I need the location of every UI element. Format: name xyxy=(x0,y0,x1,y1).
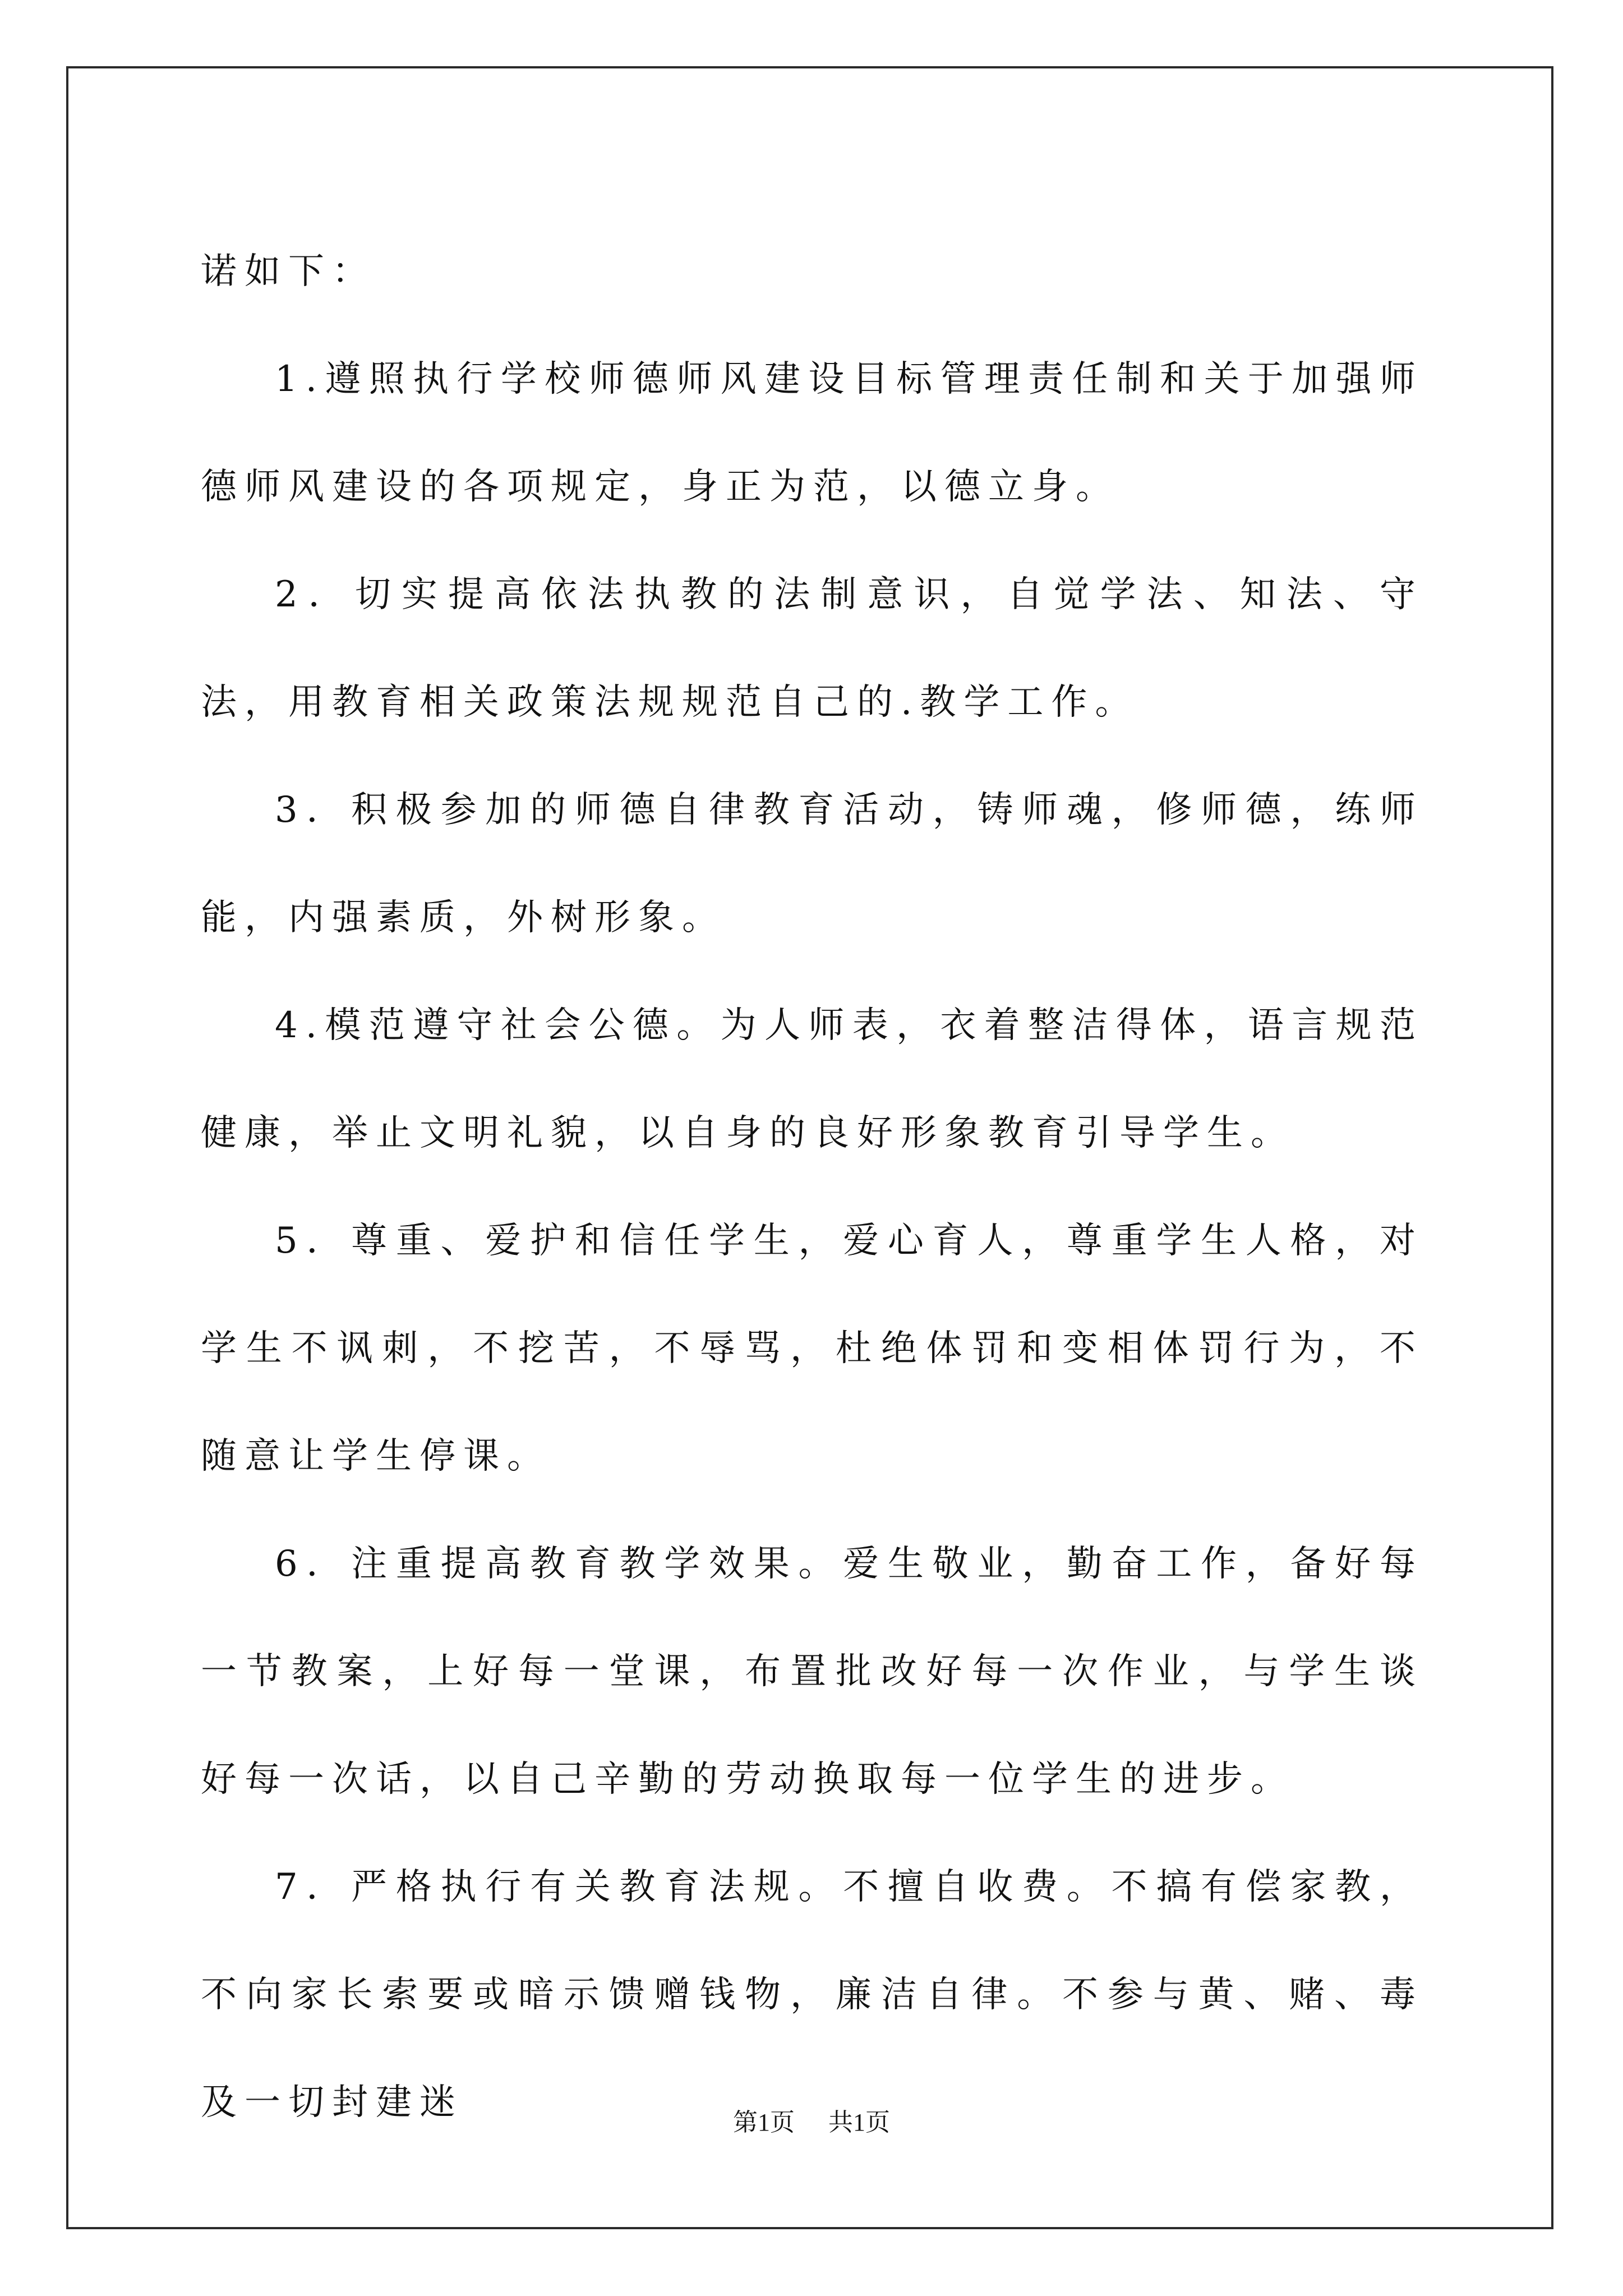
document-body xyxy=(201,218,1423,2156)
paragraph-item-3: 3．积极参加的师德自律教育活动，铸师魂，修师德，练师能，内强素质，外树形象。 xyxy=(201,789,1423,938)
paragraph-item-6: 6．注重提高教育教学效果。爱生敬业，勤奋工作，备好每一节教案，上好每一堂课，布置批改好每一次作业，与学生谈好每一次话，以自己辛勤的劳动换取每一位学生的进步。 xyxy=(201,1543,1423,1800)
page-number-total: 共1页 xyxy=(828,2109,890,2136)
paragraph-item-4: 4.模范遵守社会公德。为人师表，衣着整洁得体，语言规范健康，举止文明礼貌，以自身的良好形象教育引导学生。 xyxy=(201,1005,1423,1154)
page-footer xyxy=(0,2106,1623,2139)
paragraph-item-2: 2．切实提高依法执教的法制意识，自觉学法、知法、守法，用教育相关政策法规规范自己的.教学工作。 xyxy=(201,574,1423,723)
paragraph-intro: 诺如下： xyxy=(201,251,376,292)
paragraph-item-5: 5．尊重、爱护和信任学生，爱心育人，尊重学生人格，对学生不讽刺，不挖苦，不辱骂，杜绝体罚和变相体罚行为，不随意让学生停课。 xyxy=(201,1220,1423,1477)
page-number-current: 第1页 xyxy=(733,2109,795,2136)
paragraph-item-1: 1.遵照执行学校师德师风建设目标管理责任制和关于加强师德师风建设的各项规定，身正为范，以德立身。 xyxy=(201,358,1423,508)
paragraph-item-7: 7．严格执行有关教育法规。不擅自收费。不搞有偿家教，不向家长索要或暗示馈赠钱物，廉洁自律。不参与黄、赌、毒及一切封建迷 xyxy=(201,1866,1423,2123)
